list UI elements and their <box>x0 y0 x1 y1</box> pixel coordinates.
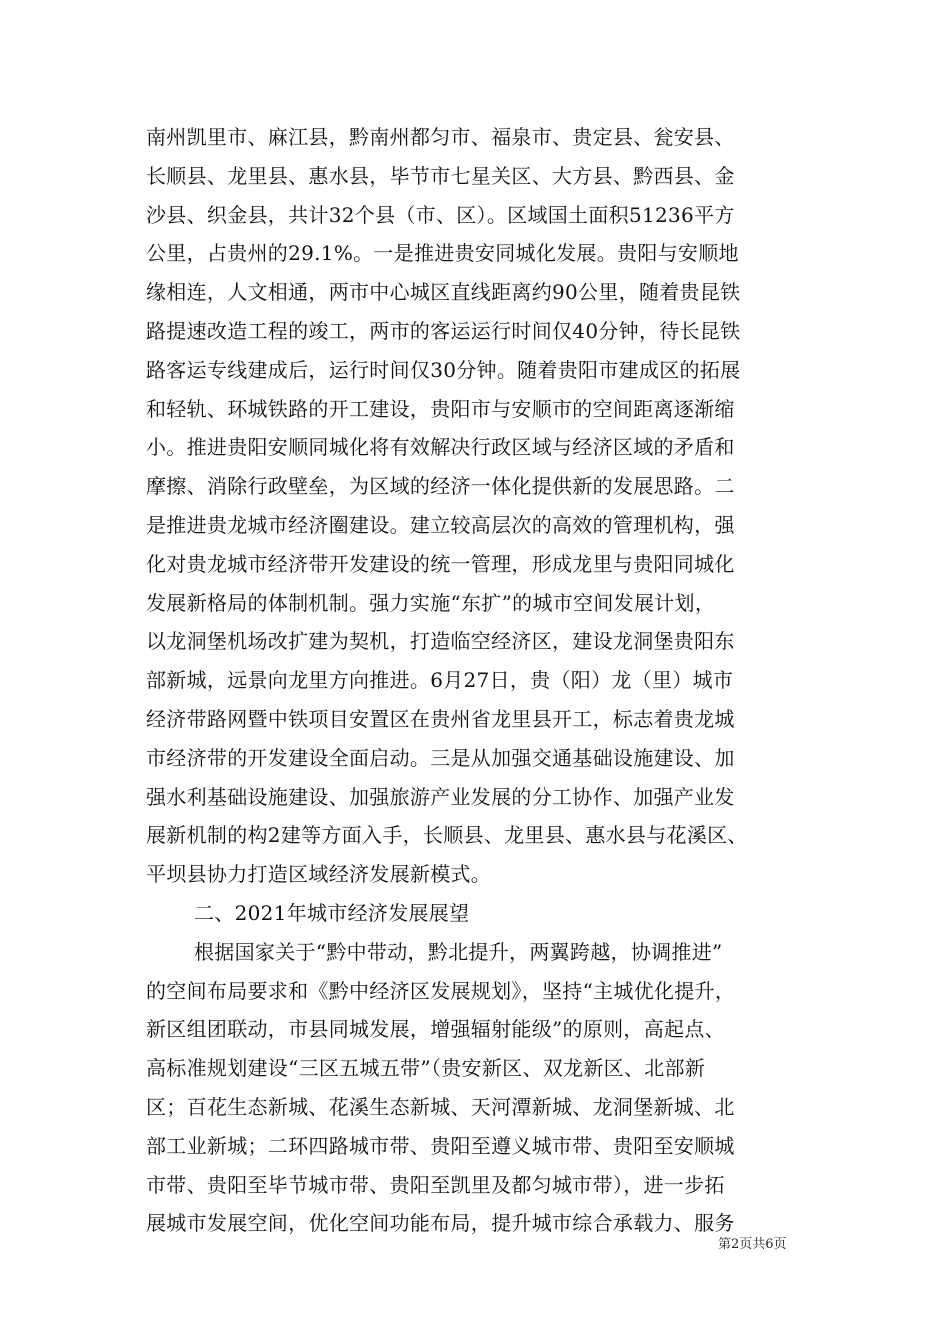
text-line: 公里，占贵州的29.1%。一是推进贵安同城化发展。贵阳与安顺地 <box>146 241 739 266</box>
text-line: 沙县、织金县，共计32个县（市、区）。区域国土面积51236平方 <box>146 202 735 227</box>
text-line: 平坝县协力打造区域经济发展新模式。 <box>146 862 492 887</box>
text-line: 是推进贵龙城市经济圈建设。建立较高层次的高效的管理机构，强 <box>146 512 735 537</box>
document-body <box>146 118 836 1243</box>
text-line: 路客运专线建成后，运行时间仅30分钟。随着贵阳市建成区的拓展 <box>146 357 741 382</box>
text-line: 市带、贵阳至毕节城市带、贵阳至凯里及都匀城市带），进一步拓 <box>146 1172 725 1197</box>
text-line: 经济带路网暨中铁项目安置区在贵州省龙里县开工，标志着贵龙城 <box>146 706 735 731</box>
text-line: 新区组团联动，市县同城发展，增强辐射能级”的原则，高起点、 <box>146 1017 725 1042</box>
text-line: 和轻轨、环城铁路的开工建设，贵阳市与安顺市的空间距离逐渐缩 <box>146 396 735 421</box>
text-line: 化对贵龙城市经济带开发建设的统一管理，形成龙里与贵阳同城化 <box>146 551 735 576</box>
text-line: 展新机制的构2建等方面入手，长顺县、龙里县、惠水县与花溪区、 <box>146 823 748 848</box>
section-heading: 二、2021年城市经济发展展望 <box>194 900 470 925</box>
text-line: 缘相连，人文相通，两市中心城区直线距离约90公里，随着贵昆铁 <box>146 280 741 305</box>
text-line: 摩擦、消除行政壁垒，为区域的经济一体化提供新的发展思路。二 <box>146 474 735 499</box>
text-line: 以龙洞堡机场改扩建为契机，打造临空经济区，建设龙洞堡贵阳东 <box>146 629 735 654</box>
page-number: 第2页共6页 <box>718 1237 787 1252</box>
text-line: 高标准规划建设“三区五城五带”（贵安新区、双龙新区、北部新 <box>146 1056 706 1081</box>
text-line: 市经济带的开发建设全面启动。三是从加强交通基础设施建设、加 <box>146 745 735 770</box>
text-line: 南州凯里市、麻江县，黔南州都匀市、福泉市、贵定县、瓮安县、 <box>146 125 735 149</box>
text-line: 部新城，远景向龙里方向推进。6月27日，贵（阳）龙（里）城市 <box>146 668 734 693</box>
text-line: 长顺县、龙里县、惠水县，毕节市七星关区、大方县、黔西县、金 <box>146 163 735 188</box>
text-line: 区；百花生态新城、花溪生态新城、天河潭新城、龙洞堡新城、北 <box>146 1094 735 1119</box>
text-line: 根据国家关于“黔中带动，黔北提升，两翼跨越，协调推进” <box>194 939 723 964</box>
text-line: 发展新格局的体制机制。强力实施“东扩”的城市空间发展计划， <box>146 590 716 615</box>
text-line: 部工业新城；二环四路城市带、贵阳至遵义城市带、贵阳至安顺城 <box>146 1133 735 1158</box>
text-line: 强水利基础设施建设、加强旅游产业发展的分工协作、加强产业发 <box>146 784 735 809</box>
text-line: 小。推进贵阳安顺同城化将有效解决行政区域与经济区域的矛盾和 <box>146 435 735 460</box>
text-line: 展城市发展空间，优化空间功能布局，提升城市综合承载力、服务 <box>146 1211 735 1236</box>
text-line: 路提速改造工程的竣工，两市的客运运行时间仅40分钟，待长昆铁 <box>146 318 741 343</box>
text-line: 的空间布局要求和《黔中经济区发展规划》，坚持“主城优化提升， <box>146 978 736 1003</box>
